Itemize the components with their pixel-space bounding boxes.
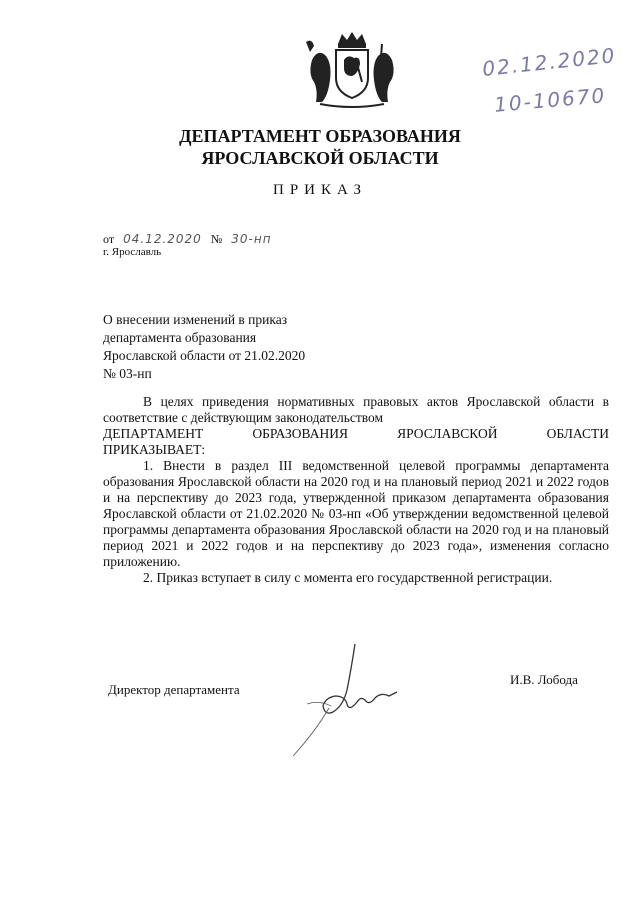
- handwritten-number: 30-нп: [231, 232, 272, 246]
- handwritten-date: 04.12.2020: [123, 232, 202, 246]
- order-item-1: 1. Внести в раздел III ведомственной целевой программы департамента образования Ярославской области на 2020 год и на плановый период 2021 и 2022 годов и на перспективу до 2023 года, утвержденной приказом департамента образования Ярославской области от 21.02.2020 № 03-нп «Об утверждении ведомственной целевой программы департамента образования Ярославской области на 2020 год и на плановый период 2021 и 2022 годов и на перспективу до 2023 года», изменения согласно приложению.: [103, 458, 609, 569]
- subject-line: департамента образования: [103, 330, 257, 345]
- order-item-2: 2. Приказ вступает в силу с момента его государственной регистрации.: [143, 570, 553, 585]
- coat-of-arms-emblem-icon: [300, 30, 404, 110]
- document-type-heading: ПРИКАЗ: [273, 182, 367, 198]
- handwritten-signature-icon: [285, 640, 415, 760]
- subject-line: Ярославской области от 21.02.2020: [103, 348, 306, 363]
- orders-label: ПРИКАЗЫВАЕТ:: [103, 442, 206, 457]
- director-position-label: Директор департамента: [108, 682, 240, 697]
- intro-paragraph: В целях приведения нормативных правовых актов Ярославской области в соответствие с действующим законодательством: [103, 394, 609, 425]
- subject-line: № 03-нп: [103, 366, 152, 381]
- order-date-number-line: [103, 232, 278, 247]
- department-title-line1: ДЕПАРТАМЕНТ ОБРАЗОВАНИЯ: [179, 126, 461, 146]
- registration-number-stamp: 10-10670: [493, 83, 608, 117]
- order-subject: [103, 311, 305, 383]
- department-title-line2: ЯРОСЛАВСКОЙ ОБЛАСТИ: [201, 148, 439, 168]
- order-body: [103, 394, 609, 586]
- department-caps-line: ДЕПАРТАМЕНТ ОБРАЗОВАНИЯ ЯРОСЛАВСКОЙ ОБЛАСТИ: [103, 426, 609, 441]
- city-label: г. Ярославль: [103, 246, 162, 258]
- number-label: №: [210, 232, 223, 246]
- subject-line: О внесении изменений в приказ: [103, 312, 288, 327]
- registration-date-stamp: 02.12.2020: [481, 43, 618, 81]
- department-title: [0, 125, 640, 169]
- from-label: от: [103, 232, 115, 246]
- director-name: И.В. Лобода: [510, 672, 578, 687]
